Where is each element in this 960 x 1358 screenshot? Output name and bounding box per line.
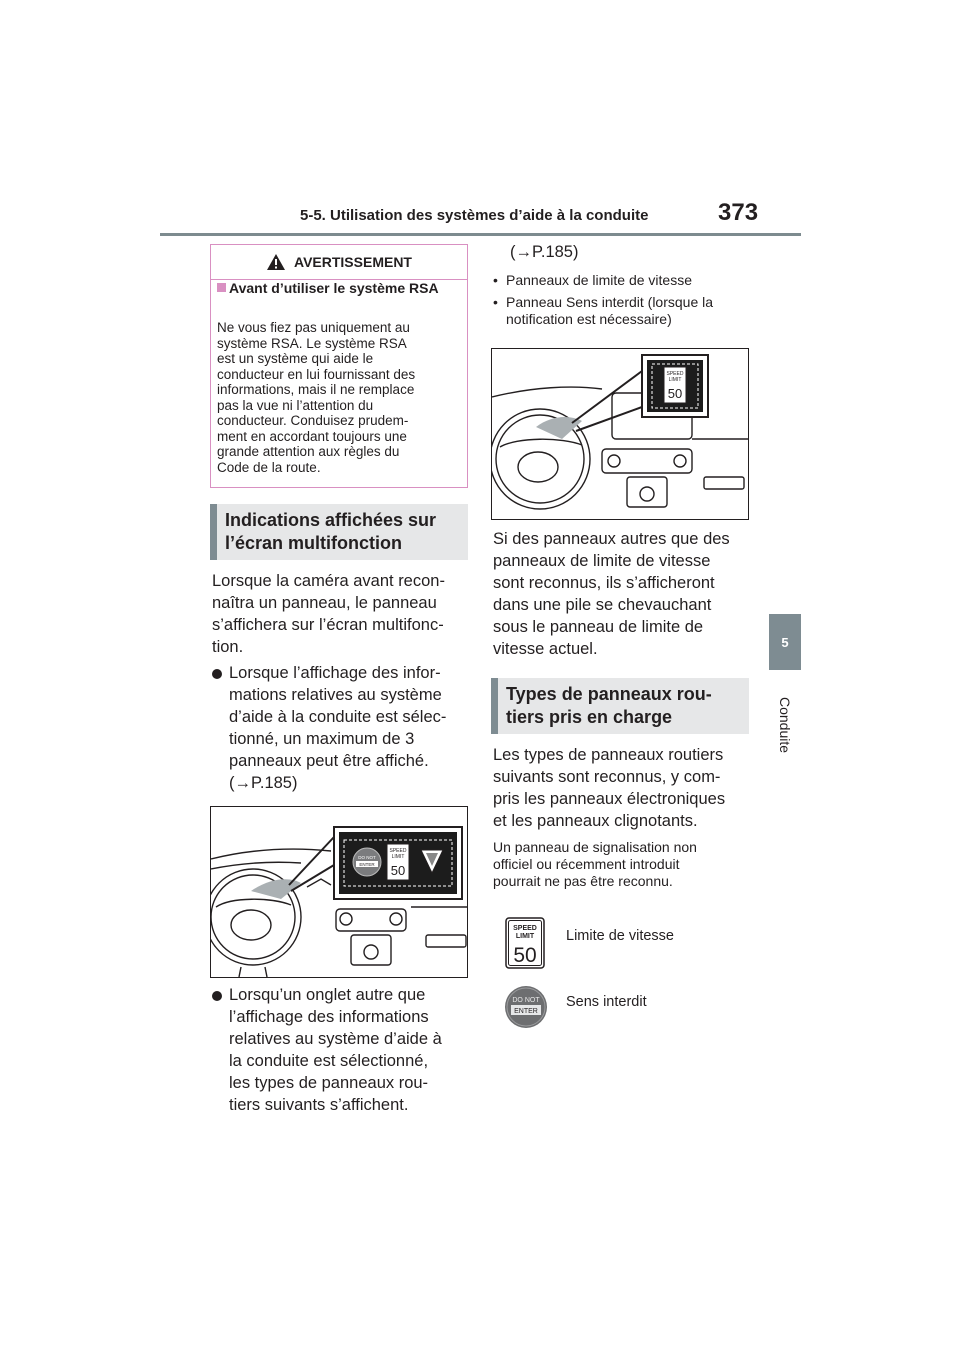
section1-intro: Lorsque la caméra avant recon- naîtra un panneau, le panneau s’affichera sur l’écran multifonc- tion.: [212, 572, 445, 656]
dashboard-illustration-speed-sign: [491, 348, 749, 520]
bullet-dot-icon: [212, 991, 222, 1001]
bullet-item-2: Lorsqu’un onglet autre que l’affichage des informations relatives au système d’aide à la conduite est sélectionné, les types de panneaux rou- tiers suivants s’affichent.: [212, 984, 472, 1116]
speed-value: 50: [667, 386, 683, 401]
speed-word2: LIMIT: [668, 377, 682, 383]
warning-header: [211, 245, 467, 280]
chapter-label-container: [769, 680, 801, 770]
pink-square-icon: [217, 283, 226, 292]
sign-type-label: Sens interdit: [566, 994, 647, 1010]
sub-bullet-list: [493, 272, 753, 328]
speed-word1: SPEED: [666, 371, 684, 377]
dne-word2: ENTER: [359, 862, 375, 867]
warning-subtitle: Avant d’utiliser le système RSA: [217, 281, 462, 296]
dashboard-illustration-three-signs: [210, 806, 468, 978]
page-number: 373: [718, 199, 759, 226]
section-heading-sign-types: Types de panneaux rou- tiers pris en charge: [491, 678, 749, 734]
ref-link: (→P.185): [510, 243, 579, 261]
speed-limit-sign-icon: [505, 917, 545, 969]
svg-text:50: 50: [513, 944, 537, 967]
section2-intro: Les types de panneaux routiers suivants sont reconnus, y com- pris les panneaux électroniques et les panneaux clignotants.: [493, 746, 726, 830]
chapter-label: Conduite: [777, 696, 793, 754]
stack-paragraph: Si des panneaux autres que des panneaux de limite de vitesse sont reconnus, ils s’afficheront dans une pile se chevauchant sous le panneau de limite de vitesse actuel.: [493, 530, 730, 658]
bullet-item-1: Lorsque l’affichage des infor- mations relatives au système d’aide à la conduite est sélec- tionné, un maximum de 3 panneaux peut être affiché. (→P.185): [212, 662, 472, 794]
section-heading-indications: Indications affichées sur l’écran multifonction: [210, 504, 468, 560]
speed-word2: LIMIT: [391, 854, 405, 860]
header-rule: [160, 233, 801, 236]
svg-text:ENTER: ENTER: [514, 1008, 538, 1015]
speed-value: 50: [390, 863, 406, 878]
chapter-tab: 5: [769, 614, 801, 670]
do-not-enter-sign-icon: [504, 985, 548, 1029]
warning-triangle-icon: [266, 253, 286, 271]
warning-box: [210, 244, 468, 488]
sign-type-row: [505, 917, 755, 969]
sub-bullet-item: • Panneaux de limite de vitesse: [493, 272, 692, 288]
sub-bullet-item: • Panneau Sens interdit (lorsque la notification est nécessaire): [493, 294, 714, 327]
speed-word1: SPEED: [389, 848, 407, 854]
sign-type-row: [505, 985, 755, 1033]
section2-note: Un panneau de signalisation non officiel ou récemment introduit pourrait ne pas être reconnu.: [493, 839, 697, 889]
dne-word1: DO NOT: [358, 855, 376, 860]
svg-text:SPEED: SPEED: [513, 925, 537, 932]
warning-title: AVERTISSEMENT: [294, 254, 412, 270]
section-title: 5-5. Utilisation des systèmes d’aide à la conduite: [300, 207, 649, 224]
svg-text:DO NOT: DO NOT: [512, 997, 540, 1004]
sign-type-label: Limite de vitesse: [566, 928, 674, 944]
bullet-dot-icon: [212, 669, 222, 679]
warning-body: Ne vous fiez pas uniquement au système RSA. Le système RSA est un système qui aide le conducteur en lui fournissant des informations, mais il ne remplace pas la vue ni l’attention du conducteur. Conduisez prudem- ment en accordant toujours une grande attention aux règles du Code de la route.: [217, 320, 416, 475]
svg-text:LIMIT: LIMIT: [515, 933, 535, 940]
